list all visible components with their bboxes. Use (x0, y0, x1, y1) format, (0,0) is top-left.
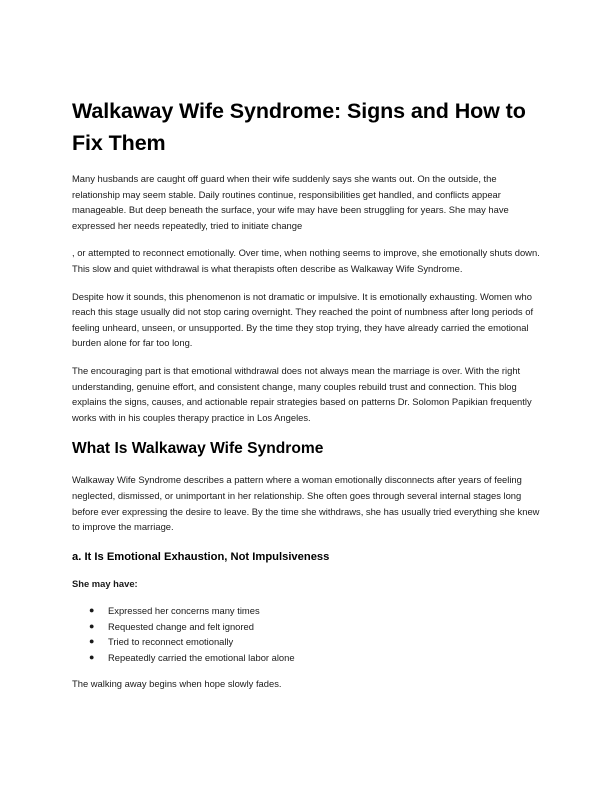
list-item (72, 603, 540, 618)
list-item-text: Requested change and felt ignored (108, 620, 254, 632)
list-item (72, 634, 540, 649)
intro-paragraph-3: Despite how it sounds, this phenomenon is not dramatic or impulsive. It is emotionally exhausting. Women who reach this stage usually did not stop caring overnight. They reached the point of numbness after long periods of feeling unheard, unseen, or unsupported. By the time they stop trying, they have already carried the emotional burden alone for far too long. (72, 290, 534, 349)
page-title: Walkaway Wife Syndrome: Signs and How to Fix Them (72, 99, 526, 155)
document-page (72, 95, 540, 692)
bullet-list (72, 603, 540, 665)
list-item (72, 650, 540, 665)
section-paragraph: Walkaway Wife Syndrome describes a pattern where a woman emotionally disconnects after years of feeling neglected, dismissed, or unimportant in her relationship. She often goes through several internal stages long before ever expressing the desire to leave. By the time she withdraws, she has usually tried everything she knew to improve the marriage. (72, 474, 540, 533)
bullet-icon: ● (89, 605, 95, 616)
intro-paragraph-4: The encouraging part is that emotional withdrawal does not always mean the marriage is over. With the right understanding, genuine effort, and consistent change, many couples rebuild trust and connection. This blog explains the signs, causes, and actionable repair strategies based on patterns Dr. Solomon Papikian frequently works with in his couples therapy practice in Los Angeles. (72, 364, 532, 423)
list-item-text: Repeatedly carried the emotional labor alone (108, 651, 295, 663)
intro-paragraph-2: , or attempted to reconnect emotionally. Over time, when nothing seems to improve, she emotionally shuts down. This slow and quiet withdrawal is what therapists often describe as Walkaway Wife Syndrome. (72, 247, 540, 274)
bullet-icon: ● (89, 620, 95, 631)
closing-paragraph: The walking away begins when hope slowly fades. (72, 677, 282, 689)
list-item (72, 619, 540, 634)
list-item-text: Expressed her concerns many times (108, 605, 260, 617)
bullet-icon: ● (89, 651, 95, 662)
bullet-icon: ● (89, 636, 95, 647)
list-label: She may have: (72, 577, 138, 589)
list-item-text: Tried to reconnect emotionally (108, 636, 234, 648)
intro-paragraph-1: Many husbands are caught off guard when their wife suddenly says she wants out. On the outside, the relationship may seem stable. Daily routines continue, responsibilities get handled, and conflicts appear manageable. But deep beneath the surface, your wife may have been struggling for years. She may have expressed her needs repeatedly, tried to initiate change (72, 173, 509, 231)
section-heading: What Is Walkaway Wife Syndrome (72, 440, 324, 458)
subsection-heading: a. It Is Emotional Exhaustion, Not Impulsiveness (72, 550, 330, 563)
